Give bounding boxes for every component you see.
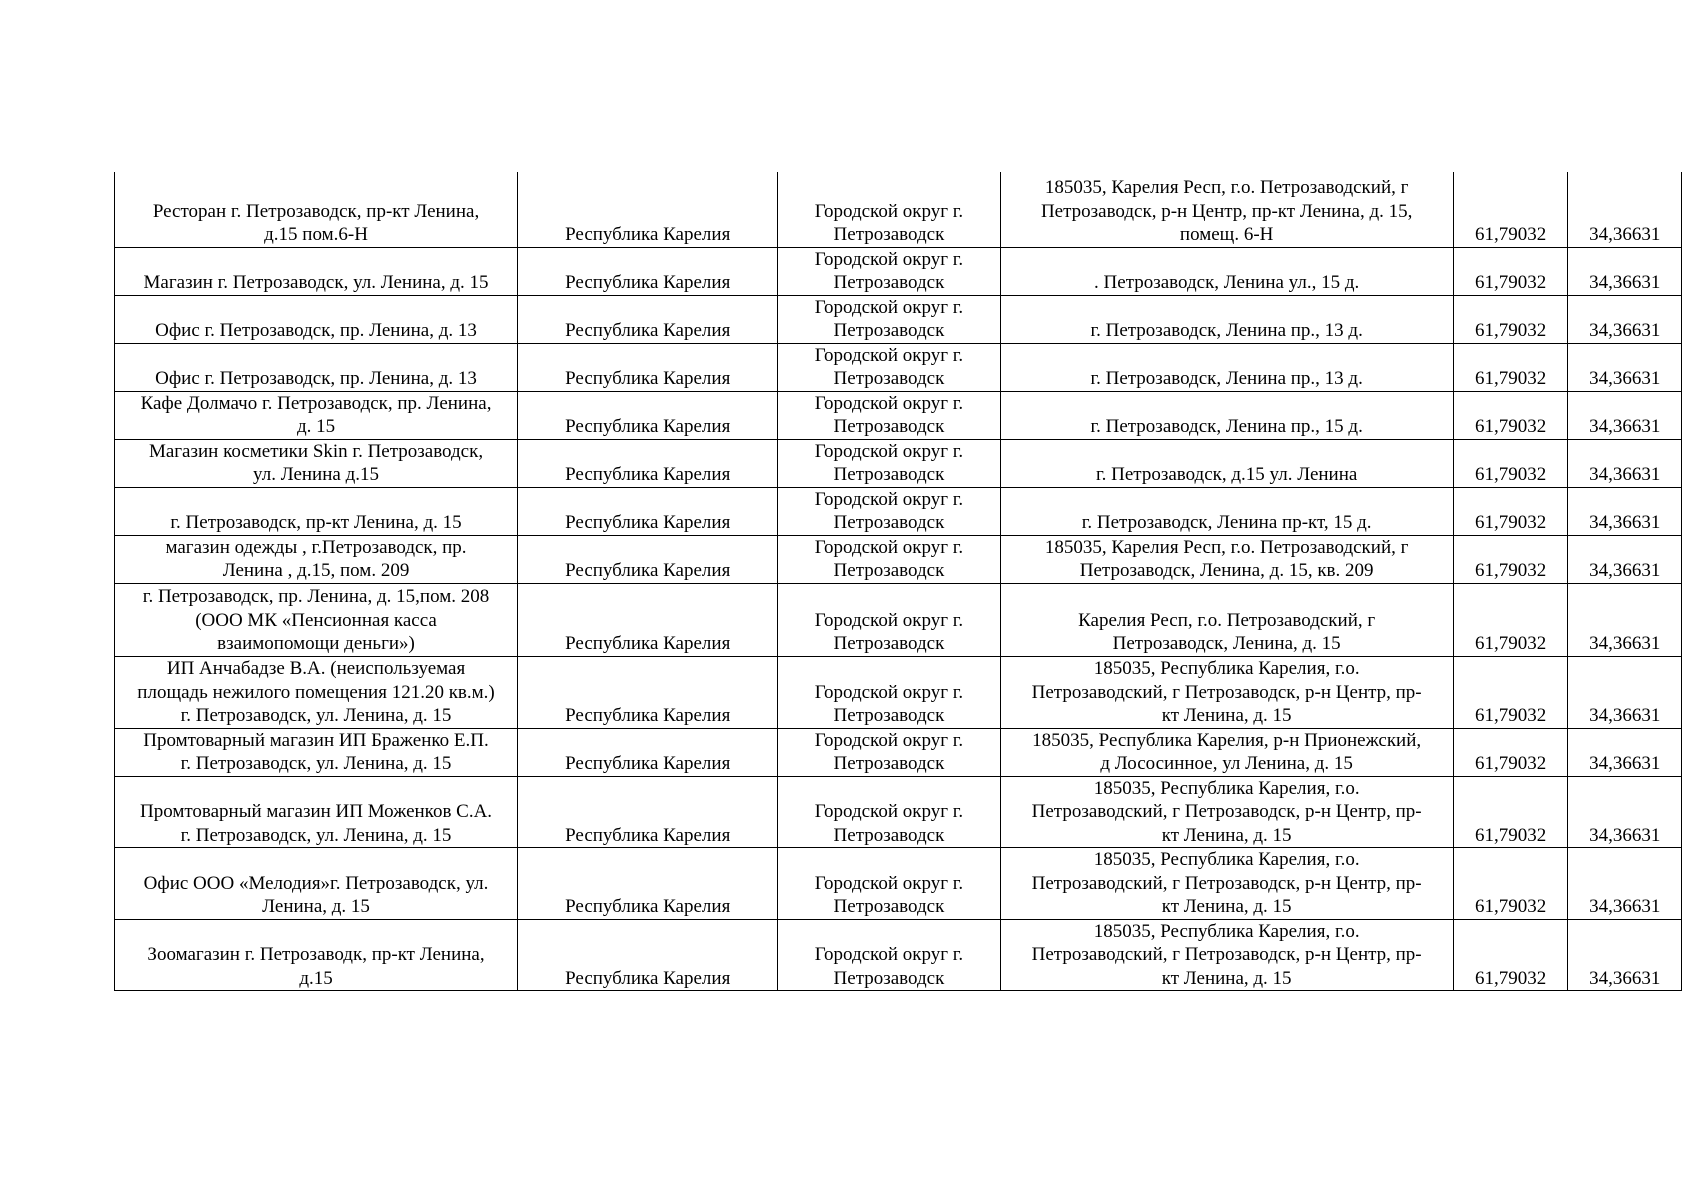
- table-row: [115, 487, 1682, 535]
- cell-district-line: Петрозаводск: [833, 705, 945, 726]
- cell-longitude: 34,36631: [1568, 656, 1682, 728]
- cell-object-name-line: г. Петрозаводск, ул. Ленина, д. 15: [180, 705, 452, 726]
- cell-object-name-line: г. Петрозаводск, ул. Ленина, д. 15: [180, 753, 452, 774]
- cell-address-line: д Лососинное, ул Ленина, д. 15: [1100, 753, 1353, 774]
- cell-district-line: Петрозаводск: [833, 416, 945, 437]
- cell-object-name-line: Магазин г. Петрозаводск, ул. Ленина, д. 15: [143, 272, 489, 293]
- table-row: [115, 535, 1682, 583]
- cell-object-name: [115, 919, 518, 991]
- cell-latitude: 61,79032: [1453, 391, 1568, 439]
- table-row: [115, 439, 1682, 487]
- cell-latitude: 61,79032: [1453, 247, 1568, 295]
- cell-district-line: Городской округ г.: [814, 200, 964, 222]
- cell-object-name-line: Промтоварный магазин ИП Моженков С.А.: [139, 801, 493, 822]
- cell-district-line: Петрозаводск: [833, 753, 945, 774]
- cell-district-line: Городской округ г.: [814, 681, 964, 703]
- cell-latitude: 61,79032: [1453, 583, 1568, 656]
- cell-district: [778, 295, 1000, 343]
- cell-district: [778, 656, 1000, 728]
- cell-object-name-line: Офис ООО «Мелодия»г. Петрозаводск, ул.: [143, 872, 489, 894]
- cell-district: [778, 583, 1000, 656]
- cell-address-line: Петрозаводский, г Петрозаводск, р-н Центр, пр-: [1031, 681, 1422, 703]
- cell-address-line: кт Ленина, д. 15: [1161, 824, 1292, 846]
- cell-address-line: Петрозаводск, Ленина, д. 15, кв. 209: [1079, 560, 1374, 581]
- cell-region: Республика Карелия: [518, 487, 778, 535]
- cell-address-line: г. Петрозаводск, Ленина пр., 15 д.: [1090, 416, 1363, 437]
- cell-district-line: Городской округ г.: [814, 248, 964, 270]
- cell-district-line: Петрозаводск: [833, 896, 945, 917]
- cell-object-name-line: магазин одежды , г.Петрозаводск, пр.: [165, 536, 467, 558]
- table-row: [115, 776, 1682, 848]
- cell-object-name-line: д. 15: [296, 416, 336, 437]
- cell-district-line: Городской округ г.: [814, 488, 964, 510]
- cell-address-line: Петрозаводский, г Петрозаводск, р-н Центр, пр-: [1031, 872, 1422, 894]
- cell-district-line: Городской округ г.: [814, 296, 964, 318]
- cell-region: Республика Карелия: [518, 172, 778, 247]
- cell-region: Республика Карелия: [518, 391, 778, 439]
- cell-address-line: 185035, Республика Карелия, г.о.: [1093, 658, 1360, 679]
- cell-district-line: Городской округ г.: [814, 344, 964, 366]
- cell-longitude: 34,36631: [1568, 919, 1682, 991]
- cell-longitude: 34,36631: [1568, 583, 1682, 656]
- cell-latitude: 61,79032: [1453, 848, 1568, 920]
- cell-address-line: кт Ленина, д. 15: [1161, 967, 1292, 989]
- cell-address-line: кт Ленина, д. 15: [1161, 705, 1292, 726]
- table-row: [115, 656, 1682, 728]
- table-row: [115, 247, 1682, 295]
- cell-address: [1000, 728, 1453, 776]
- cell-address-line: 185035, Карелия Респ, г.о. Петрозаводский, г: [1044, 177, 1409, 198]
- cell-object-name-line: д.15: [299, 967, 333, 989]
- cell-address: [1000, 776, 1453, 848]
- cell-address-line: г. Петрозаводск, д.15 ул. Ленина: [1095, 464, 1358, 485]
- cell-address: [1000, 583, 1453, 656]
- cell-latitude: 61,79032: [1453, 487, 1568, 535]
- cell-district-line: Петрозаводск: [833, 368, 945, 389]
- cell-object-name: [115, 295, 518, 343]
- table-row: [115, 728, 1682, 776]
- table-row: [115, 391, 1682, 439]
- cell-district-line: Петрозаводск: [833, 633, 945, 654]
- cell-latitude: 61,79032: [1453, 343, 1568, 391]
- cell-district: [778, 535, 1000, 583]
- cell-district: [778, 919, 1000, 991]
- cell-object-name: [115, 172, 518, 247]
- cell-address-line: Петрозаводский, г Петрозаводск, р-н Центр, пр-: [1031, 801, 1422, 822]
- cell-object-name-line: Зоомагазин г. Петрозаводк, пр-кт Ленина,: [147, 944, 485, 965]
- cell-object-name-line: Офис г. Петрозаводск, пр. Ленина, д. 13: [155, 320, 477, 341]
- cell-address: [1000, 487, 1453, 535]
- cell-address: [1000, 247, 1453, 295]
- cell-object-name-line: площадь нежилого помещения 121.20 кв.м.): [137, 681, 495, 703]
- cell-address: [1000, 919, 1453, 991]
- cell-district: [778, 391, 1000, 439]
- cell-region: Республика Карелия: [518, 247, 778, 295]
- cell-object-name-line: ИП Анчабадзе В.А. (неиспользуемая: [166, 658, 466, 679]
- cell-object-name: [115, 391, 518, 439]
- cell-latitude: 61,79032: [1453, 439, 1568, 487]
- cell-object-name: [115, 247, 518, 295]
- cell-district: [778, 172, 1000, 247]
- cell-address-line: г. Петрозаводск, Ленина пр., 13 д.: [1090, 368, 1363, 389]
- cell-longitude: 34,36631: [1568, 776, 1682, 848]
- cell-district-line: Городской округ г.: [814, 729, 964, 751]
- cell-district: [778, 487, 1000, 535]
- table-body: [115, 172, 1682, 991]
- cell-district-line: Петрозаводск: [833, 967, 945, 989]
- cell-latitude: 61,79032: [1453, 776, 1568, 848]
- cell-object-name-line: д.15 пом.6-Н: [264, 224, 368, 245]
- cell-object-name: [115, 728, 518, 776]
- cell-longitude: 34,36631: [1568, 343, 1682, 391]
- cell-district-line: Петрозаводск: [833, 464, 945, 485]
- cell-object-name-line: Магазин косметики Skin г. Петрозаводск,: [148, 440, 484, 462]
- cell-address-line: 185035, Республика Карелия, г.о.: [1093, 920, 1360, 942]
- cell-region: Республика Карелия: [518, 295, 778, 343]
- cell-district-line: Городской округ г.: [814, 801, 964, 822]
- cell-district: [778, 343, 1000, 391]
- cell-district-line: Петрозаводск: [833, 272, 945, 293]
- locations-table: [114, 172, 1682, 991]
- cell-longitude: 34,36631: [1568, 391, 1682, 439]
- cell-address-line: Петрозаводский, г Петрозаводск, р-н Центр, пр-: [1031, 944, 1422, 965]
- cell-longitude: 34,36631: [1568, 247, 1682, 295]
- cell-object-name-line: Ленина, д. 15: [262, 896, 370, 917]
- cell-object-name-line: Кафе Долмачо г. Петрозаводск, пр. Ленина,: [140, 392, 492, 414]
- cell-address-line: 185035, Республика Карелия, г.о.: [1093, 849, 1360, 870]
- table-row: [115, 295, 1682, 343]
- cell-region: Республика Карелия: [518, 728, 778, 776]
- cell-address: [1000, 172, 1453, 247]
- cell-object-name-line: Промтоварный магазин ИП Браженко Е.П.: [143, 729, 489, 751]
- cell-district-line: Петрозаводск: [833, 824, 945, 846]
- cell-address-line: 185035, Карелия Респ, г.о. Петрозаводский, г: [1044, 536, 1409, 558]
- cell-district: [778, 247, 1000, 295]
- cell-latitude: 61,79032: [1453, 535, 1568, 583]
- table-row: [115, 343, 1682, 391]
- cell-address-line: Карелия Респ, г.о. Петрозаводский, г: [1078, 609, 1376, 631]
- cell-object-name: [115, 535, 518, 583]
- cell-latitude: 61,79032: [1453, 728, 1568, 776]
- cell-district-line: Городской округ г.: [814, 872, 964, 894]
- cell-region: Республика Карелия: [518, 583, 778, 656]
- cell-longitude: 34,36631: [1568, 295, 1682, 343]
- cell-longitude: 34,36631: [1568, 487, 1682, 535]
- cell-address: [1000, 295, 1453, 343]
- cell-longitude: 34,36631: [1568, 848, 1682, 920]
- cell-object-name: [115, 776, 518, 848]
- cell-address-line: 185035, Республика Карелия, г.о.: [1093, 777, 1360, 799]
- cell-district: [778, 439, 1000, 487]
- cell-object-name-line: ул. Ленина д.15: [253, 464, 379, 485]
- cell-district: [778, 848, 1000, 920]
- cell-address: [1000, 391, 1453, 439]
- cell-district-line: Городской округ г.: [814, 392, 964, 414]
- cell-address-line: 185035, Республика Карелия, р-н Прионежский,: [1032, 729, 1422, 751]
- cell-address-line: г. Петрозаводск, Ленина пр-кт, 15 д.: [1081, 512, 1372, 533]
- cell-address-line: Петрозаводск, Ленина, д. 15: [1112, 633, 1341, 654]
- cell-address-line: . Петрозаводск, Ленина ул., 15 д.: [1094, 272, 1360, 293]
- cell-latitude: 61,79032: [1453, 295, 1568, 343]
- cell-region: Республика Карелия: [518, 535, 778, 583]
- cell-address: [1000, 535, 1453, 583]
- cell-address: [1000, 439, 1453, 487]
- cell-district-line: Петрозаводск: [833, 512, 945, 533]
- cell-address: [1000, 343, 1453, 391]
- cell-district: [778, 776, 1000, 848]
- cell-district-line: Городской округ г.: [814, 536, 964, 558]
- cell-address: [1000, 656, 1453, 728]
- cell-longitude: 34,36631: [1568, 728, 1682, 776]
- cell-latitude: 61,79032: [1453, 656, 1568, 728]
- cell-latitude: 61,79032: [1453, 919, 1568, 991]
- cell-object-name: [115, 343, 518, 391]
- cell-object-name: [115, 439, 518, 487]
- cell-longitude: 34,36631: [1568, 439, 1682, 487]
- cell-object-name: [115, 487, 518, 535]
- cell-object-name: [115, 656, 518, 728]
- cell-district-line: Петрозаводск: [833, 224, 945, 245]
- cell-object-name-line: Ресторан г. Петрозаводск, пр-кт Ленина,: [152, 200, 480, 222]
- cell-district-line: Петрозаводск: [833, 560, 945, 581]
- cell-address-line: помещ. 6-Н: [1179, 224, 1274, 245]
- cell-region: Республика Карелия: [518, 439, 778, 487]
- table-row: [115, 583, 1682, 656]
- table-row: [115, 919, 1682, 991]
- table-row: [115, 848, 1682, 920]
- cell-latitude: 61,79032: [1453, 172, 1568, 247]
- cell-object-name: [115, 583, 518, 656]
- cell-object-name-line: Офис г. Петрозаводск, пр. Ленина, д. 13: [155, 368, 477, 389]
- table-row: [115, 172, 1682, 247]
- cell-district-line: Городской округ г.: [814, 609, 964, 631]
- cell-address-line: Петрозаводск, р-н Центр, пр-кт Ленина, д. 15,: [1040, 200, 1413, 222]
- cell-object-name-line: (ООО МК «Пенсионная касса: [195, 609, 437, 631]
- cell-district-line: Городской округ г.: [814, 440, 964, 462]
- cell-object-name-line: Ленина , д.15, пом. 209: [222, 560, 410, 581]
- cell-object-name: [115, 848, 518, 920]
- cell-longitude: 34,36631: [1568, 535, 1682, 583]
- cell-district: [778, 728, 1000, 776]
- cell-object-name-line: г. Петрозаводск, пр-кт Ленина, д. 15: [170, 512, 462, 533]
- cell-object-name-line: г. Петрозаводск, пр. Ленина, д. 15,пом. 208: [142, 586, 490, 607]
- cell-region: Республика Карелия: [518, 656, 778, 728]
- cell-region: Республика Карелия: [518, 848, 778, 920]
- cell-region: Республика Карелия: [518, 919, 778, 991]
- cell-object-name-line: взаимопомощи деньги»): [217, 633, 415, 654]
- cell-district-line: Петрозаводск: [833, 320, 945, 341]
- cell-object-name-line: г. Петрозаводск, ул. Ленина, д. 15: [180, 824, 452, 846]
- cell-longitude: 34,36631: [1568, 172, 1682, 247]
- cell-region: Республика Карелия: [518, 776, 778, 848]
- cell-address-line: кт Ленина, д. 15: [1161, 896, 1292, 917]
- cell-district-line: Городской округ г.: [814, 944, 964, 965]
- cell-address: [1000, 848, 1453, 920]
- cell-address-line: г. Петрозаводск, Ленина пр., 13 д.: [1090, 320, 1363, 341]
- cell-region: Республика Карелия: [518, 343, 778, 391]
